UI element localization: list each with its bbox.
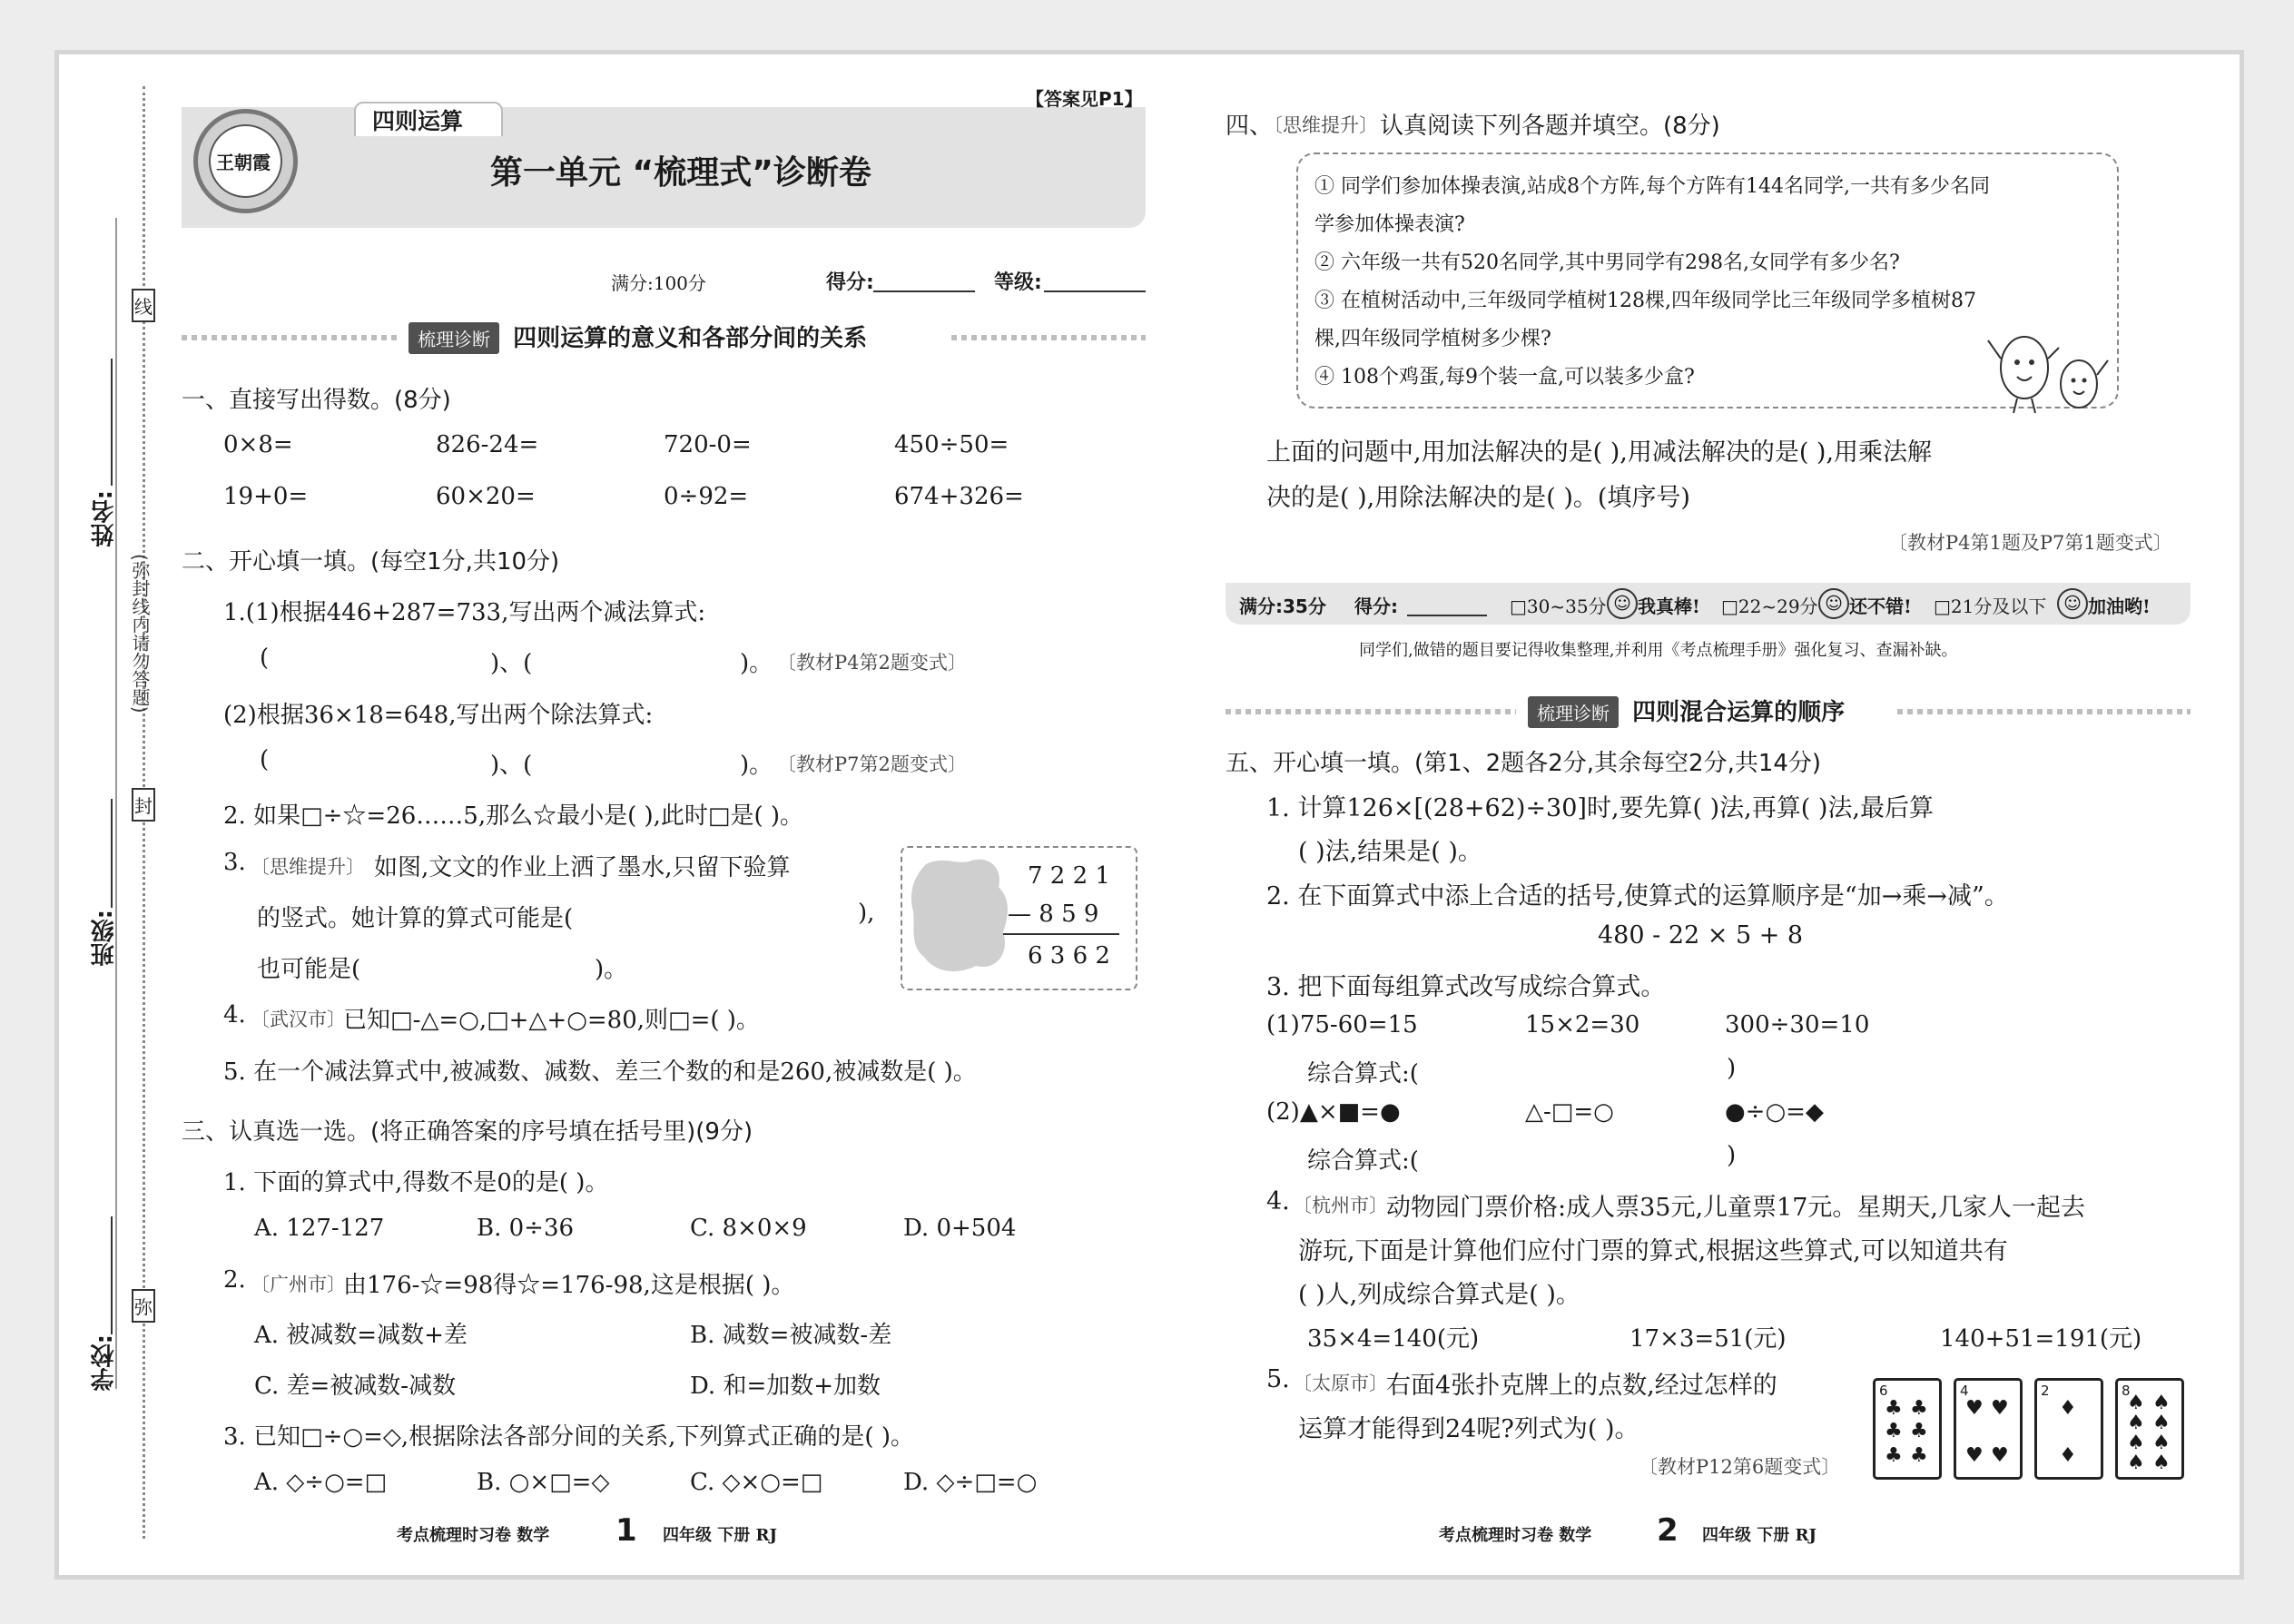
- scorebar-note: 同学们,做错的题目要记得收集整理,并利用《考点梳理手册》强化复习、查漏补缺。: [1359, 641, 1958, 660]
- playing-card-1: [1873, 1378, 1942, 1480]
- class-label: 班级:: [91, 910, 118, 967]
- q5-a3-combined-2: 综合算式:(: [1307, 1147, 1419, 1175]
- card-2-rank: 4: [1960, 1383, 1969, 1399]
- q2-blank-a-mid: )、(: [490, 650, 533, 677]
- q2-q5: 5. 在一个减法算式中,被减数、减数、差三个数的和是260,被减数是( )。: [223, 1058, 977, 1086]
- full-score: 满分:100分: [611, 272, 706, 294]
- playing-card-2: [1954, 1378, 2023, 1480]
- q4-problem-2: ② 六年级一共有520名同学,其中男同学有298名,女同学有多少名?: [1314, 251, 1900, 274]
- scorebar-option-2-text: 还不错!: [1849, 595, 1912, 617]
- q4-problem-3: ③ 在植树活动中,三年级同学植树128棵,四年级同学比三年级同学多植树87: [1314, 290, 1976, 312]
- q2-q3-tag: 〔思维提升〕: [251, 856, 365, 878]
- q3-s3-opt-b: B. ○×□=◇: [477, 1469, 610, 1496]
- sidebar-notice: (弥封线内请勿答题): [129, 554, 151, 714]
- vertical-calc-line-2: — 8 5 9: [1008, 901, 1099, 928]
- card-4-suit-8: ♠: [2152, 1452, 2171, 1474]
- q3-s2-opt-d: D. 和=加数+加数: [690, 1373, 881, 1400]
- playing-card-3: [2034, 1378, 2103, 1480]
- footer-right-page: 2: [1657, 1512, 1679, 1549]
- q4-problem-3-cont: 棵,四年级同学植树多少棵?: [1314, 328, 1551, 350]
- q4-reference: 〔教材P4第1题及P7第1题变式〕: [1888, 532, 2172, 554]
- section2-title: 四则混合运算的顺序: [1632, 699, 1846, 726]
- scorebar-option-1-text: 我真棒!: [1638, 595, 1700, 617]
- q1-item-4: 450÷50=: [894, 431, 1009, 458]
- q5-a1-cont: ( )法,结果是( )。: [1298, 838, 1482, 866]
- cheer-face-icon: ☺: [2057, 588, 2088, 619]
- card-3-suit-2: ♦: [2059, 1444, 2077, 1467]
- q5-a1: 1. 计算126×[(28+62)÷30]时,要先算( )法,再算( )法,最后算: [1266, 794, 1934, 822]
- playing-card-4: [2115, 1378, 2184, 1480]
- q4-tag: 〔思维提升〕: [1264, 114, 1378, 136]
- q5-a4-line-2: 游玩,下面是计算他们应付门票的算式,根据这些算式,可以知道共有: [1298, 1237, 2008, 1265]
- vertical-calc-line-3: 6 3 6 2: [1028, 942, 1110, 969]
- q2-blank-b-close: )。: [740, 752, 773, 779]
- scorebar-option-3[interactable]: □21分及以下: [1934, 595, 2047, 617]
- q2-q4-text: 已知□-△=○,□+△+○=80,则□=( )。: [343, 1007, 760, 1034]
- scorebar-option-3-text: 加油哟!: [2088, 595, 2151, 617]
- q2-blank-b-mid: )、(: [490, 752, 533, 779]
- card-4-suit-1: ♠: [2127, 1392, 2145, 1414]
- q2-title: 二、开心填一填。(每空1分,共10分): [182, 548, 560, 576]
- score-label: 得分:: [826, 271, 874, 294]
- q1-item-5: 19+0=: [223, 483, 309, 510]
- q3-s3-opt-a: A. ◇÷○=□: [254, 1469, 388, 1496]
- q2-q3-number: 3.: [223, 849, 246, 876]
- q1-item-3: 720-0=: [664, 431, 752, 458]
- card-4-suit-3: ♠: [2127, 1412, 2145, 1434]
- q4-problem-4: ④ 108个鸡蛋,每9个装一盒,可以装多少盒?: [1314, 366, 1695, 389]
- footer-right-grade: 四年级 下册 RJ: [1702, 1526, 1817, 1545]
- q2-blank-a-close: )。: [740, 650, 773, 677]
- q5-a3-row2-eq1: (2)▲×■=●: [1266, 1098, 1401, 1126]
- q5-a5-line-2: 运算才能得到24呢?列式为( )。: [1298, 1415, 1639, 1443]
- scorebar-full: 满分:35分: [1239, 595, 1326, 617]
- smile-face-icon: ☺: [1607, 588, 1638, 619]
- card-4-suit-2: ♠: [2152, 1392, 2171, 1414]
- q2-line-5: 2. 如果□÷☆=26……5,那么☆最小是( ),此时□是( )。: [223, 802, 804, 830]
- q2-q3-text: 如图,文文的作业上洒了墨水,只留下验算: [374, 854, 791, 881]
- grade-field[interactable]: [1044, 290, 1146, 292]
- footer-left-book: 考点梳理时习卷 数学: [397, 1526, 550, 1545]
- scorebar-score: 得分:: [1354, 595, 1398, 617]
- q2-q4-number: 4.: [223, 1001, 246, 1029]
- q5-a4-eq-1: 35×4=140(元): [1307, 1325, 1480, 1353]
- q3-s1-opt-a: A. 127-127: [254, 1215, 385, 1242]
- q5-a3-row1-eq3: 300÷30=10: [1725, 1011, 1870, 1038]
- section2-separator-right: [1897, 709, 2191, 714]
- q1-item-2: 826-24=: [436, 431, 539, 458]
- q1-item-1: 0×8=: [223, 431, 293, 458]
- grade-label: 等级:: [994, 271, 1042, 294]
- neutral-face-icon: ☺: [1818, 588, 1849, 619]
- q4-fill-line-2: 决的是( ),用除法解决的是( )。(填序号): [1266, 484, 1690, 512]
- q3-s2-opt-c: C. 差=被减数-减数: [254, 1373, 457, 1400]
- q4-problem-1-cont: 学参加体操表演?: [1314, 213, 1465, 236]
- q5-title: 五、开心填一填。(第1、2题各2分,其余每空2分,共14分): [1226, 750, 1822, 777]
- card-4-suit-7: ♠: [2127, 1452, 2145, 1474]
- q2-q3-line-3: 也可能是(: [257, 956, 361, 983]
- q5-a4-number: 4.: [1266, 1187, 1290, 1216]
- card-2-suit-1: ♥: [1965, 1397, 1984, 1420]
- q5-a5-number: 5.: [1266, 1365, 1290, 1393]
- q3-title: 三、认真选一选。(将正确答案的序号填在括号里)(9分): [182, 1118, 753, 1146]
- card-1-rank: 6: [1879, 1383, 1888, 1399]
- section2-separator-left: [1226, 709, 1516, 714]
- card-4-suit-4: ♠: [2152, 1412, 2171, 1434]
- q3-s3-opt-d: D. ◇÷□=○: [903, 1469, 1038, 1496]
- q5-a5-line-1: 右面4张扑克牌上的点数,经过怎样的: [1386, 1372, 1777, 1400]
- q2-blank-a-open: (: [260, 645, 270, 672]
- q4-fill-line-1: 上面的问题中,用加法解决的是( ),用减法解决的是( ),用乘法解: [1266, 438, 1933, 467]
- score-field[interactable]: [873, 290, 975, 292]
- logo: [193, 109, 298, 213]
- q3-s2-tag: 〔广州市〕: [251, 1274, 346, 1295]
- class-field[interactable]: [111, 799, 113, 908]
- section1-header: [409, 320, 867, 354]
- section2-header: [1528, 694, 1845, 728]
- q5-a2-expression: 480 - 22 × 5 + 8: [1598, 921, 1804, 950]
- school-field[interactable]: [111, 1216, 113, 1334]
- card-2-suit-2: ♥: [1991, 1397, 2009, 1420]
- sidebar-feng: 封: [132, 788, 155, 822]
- ink-blot: [908, 855, 1017, 978]
- q4-title: 认真阅读下列各题并填空。(8分): [1380, 113, 1720, 140]
- q5-a4-eq-3: 140+51=191(元): [1940, 1325, 2142, 1353]
- scorebar-option-1[interactable]: □30~35分: [1510, 595, 1607, 617]
- card-4-suit-6: ♠: [2152, 1432, 2171, 1454]
- q5-a3-combined-1-end: ): [1727, 1055, 1737, 1082]
- q1-item-7: 0÷92=: [664, 483, 749, 510]
- header-category: 四则运算: [372, 108, 464, 134]
- q3-s2-text: 由176-☆=98得☆=176-98,这是根据( )。: [343, 1272, 795, 1299]
- vertical-calc-line-1: 7 2 2 1: [1028, 862, 1110, 890]
- q3-s1-opt-c: C. 8×0×9: [690, 1215, 807, 1242]
- answer-reference: 【答案见P1】: [1026, 88, 1143, 110]
- card-1-suit-4: ♣: [1910, 1420, 1928, 1442]
- footer-right-book: 考点梳理时习卷 数学: [1439, 1526, 1592, 1545]
- q5-a4-eq-2: 17×3=51(元): [1629, 1325, 1787, 1353]
- q5-a3-combined-2-end: ): [1727, 1142, 1737, 1169]
- footer-left-grade: 四年级 下册 RJ: [663, 1526, 778, 1545]
- egg-mascots: [1952, 322, 2115, 427]
- card-1-suit-3: ♣: [1885, 1420, 1903, 1442]
- card-4-suit-5: ♠: [2127, 1432, 2145, 1454]
- q3-s1: 1. 下面的算式中,得数不是0的是( )。: [223, 1169, 609, 1196]
- q3-s3: 3. 已知□÷○=◇,根据除法各部分间的关系,下列算式正确的是( )。: [223, 1423, 914, 1451]
- q4-prefix: 四、: [1226, 113, 1274, 140]
- q5-a3-row2-eq2: △-□=○: [1525, 1098, 1614, 1126]
- card-2-suit-4: ♥: [1991, 1444, 2009, 1467]
- q5-a3-row1-eq2: 15×2=30: [1525, 1011, 1640, 1038]
- section1-title: 四则运算的意义和各部分间的关系: [513, 325, 868, 352]
- q1-item-8: 674+326=: [894, 483, 1024, 510]
- q4-problem-1: ① 同学们参加体操表演,站成8个方阵,每个方阵有144名同学,一共有多少名同: [1314, 175, 1990, 198]
- sidebar-xian: 线: [132, 289, 155, 322]
- q3-s1-opt-d: D. 0+504: [903, 1215, 1017, 1242]
- q2-line-3: (2)根据36×18=648,写出两个除法算式:: [223, 702, 654, 729]
- q2-q3-line-3-end: )。: [595, 956, 628, 983]
- scorebar-option-2[interactable]: □22~29分: [1721, 595, 1818, 617]
- q5-a3-row2-eq3: ●÷○=◆: [1725, 1098, 1824, 1126]
- q3-s2-opt-b: B. 减数=被减数-差: [690, 1322, 892, 1349]
- q5-a4-tag: 〔杭州市〕: [1293, 1195, 1388, 1216]
- sidebar-cut-line: [115, 218, 117, 1389]
- q3-s2-number: 2.: [223, 1266, 246, 1294]
- card-1-suit-6: ♣: [1910, 1444, 1928, 1467]
- q1-item-6: 60×20=: [436, 483, 536, 510]
- q2-q3-line-2-end: ),: [858, 900, 875, 927]
- section1-separator-right: [951, 335, 1146, 340]
- scorebar-score-field[interactable]: [1407, 615, 1487, 616]
- name-field[interactable]: [111, 359, 113, 486]
- vertical-calc-rule: [1003, 933, 1119, 935]
- q2-ref-1: 〔教材P4第2题变式〕: [777, 652, 967, 674]
- q3-s1-opt-b: B. 0÷36: [477, 1215, 575, 1242]
- q5-a4-line-3: ( )人,列成综合算式是( )。: [1298, 1281, 1580, 1309]
- q2-q4-tag: 〔武汉市〕: [251, 1009, 346, 1030]
- page-title: 第一单元 “梳理式”诊断卷: [490, 154, 871, 192]
- name-label: 姓名:: [91, 490, 118, 547]
- q5-a4-line-1: 动物园门票价格:成人票35元,儿童票17元。星期天,几家人一起去: [1386, 1194, 2085, 1222]
- section1-badge: 梳理诊断: [409, 322, 499, 354]
- q2-q3-line-2: 的竖式。她计算的算式可能是(: [257, 905, 574, 932]
- card-3-rank: 2: [2041, 1383, 2050, 1399]
- q5-a3-combined-1: 综合算式:(: [1307, 1060, 1419, 1088]
- card-1-suit-2: ♣: [1910, 1397, 1928, 1420]
- card-1-suit-1: ♣: [1885, 1397, 1903, 1420]
- card-1-suit-5: ♣: [1885, 1444, 1903, 1467]
- card-2-suit-3: ♥: [1965, 1444, 1984, 1467]
- q1-title: 一、直接写出得数。(8分): [182, 387, 451, 414]
- school-label: 学校:: [91, 1334, 118, 1392]
- q5-a5-reference: 〔教材P12第6题变式〕: [1639, 1456, 1841, 1478]
- logo-text: 王朝霞: [216, 152, 271, 173]
- q3-s3-opt-c: C. ◇×○=□: [690, 1469, 823, 1496]
- footer-left-page: 1: [615, 1512, 637, 1549]
- q5-a3-row1-eq1: (1)75-60=15: [1266, 1011, 1418, 1038]
- card-4-rank: 8: [2122, 1383, 2131, 1399]
- section1-separator-left: [182, 335, 399, 340]
- q2-line-1: 1.(1)根据446+287=733,写出两个减法算式:: [223, 599, 706, 626]
- q3-s2-opt-a: A. 被减数=减数+差: [254, 1322, 468, 1349]
- sidebar-mi: 弥: [132, 1289, 155, 1323]
- q2-ref-2: 〔教材P7第2题变式〕: [777, 753, 967, 775]
- q5-a5-tag: 〔太原市〕: [1293, 1373, 1388, 1394]
- card-3-suit-1: ♦: [2059, 1397, 2077, 1420]
- q5-a3: 3. 把下面每组算式改写成综合算式。: [1266, 973, 1666, 1001]
- section2-badge: 梳理诊断: [1528, 696, 1619, 728]
- q5-a2: 2. 在下面算式中添上合适的括号,使算式的运算顺序是“加→乘→减”。: [1266, 882, 2009, 910]
- q2-blank-b-open: (: [260, 746, 270, 773]
